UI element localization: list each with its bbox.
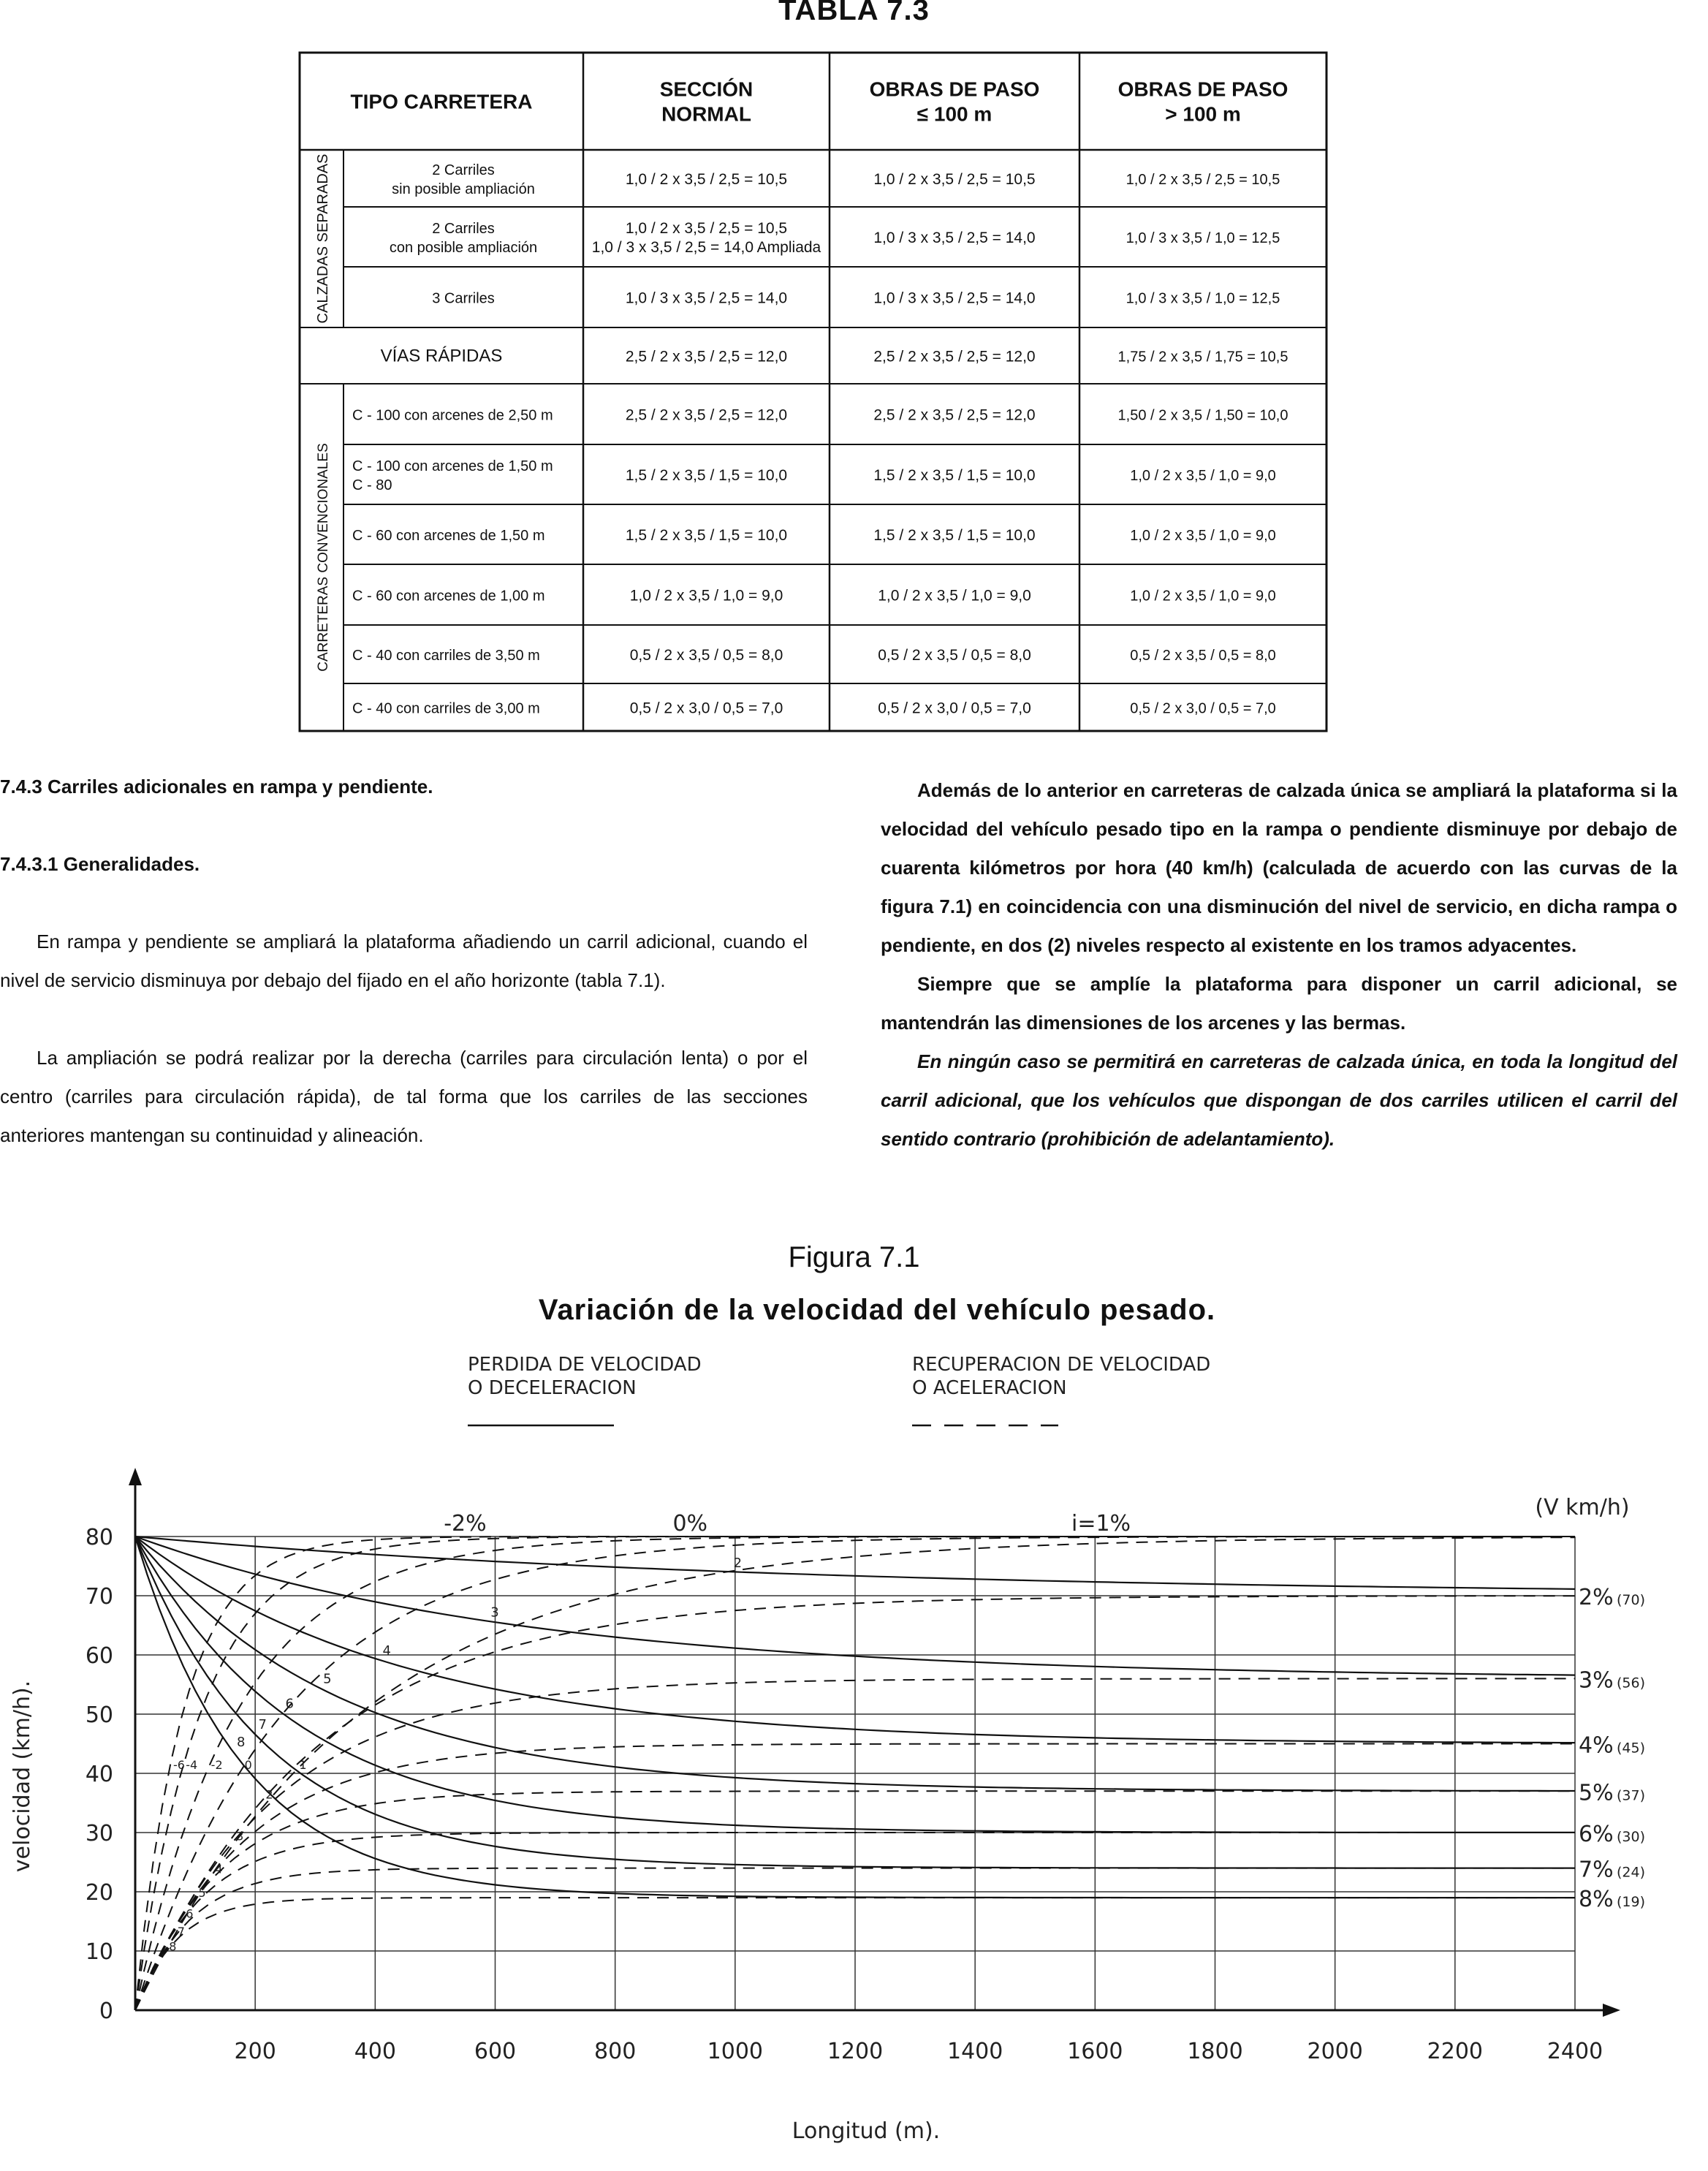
paragraph-5: En ningún caso se permitirá en carreteras de calzada única, en toda la longitud del carril adicional, que los vehículos que dispongan de dos carriles utilicen el carril del sentido contrario (prohibición de adelantamiento). <box>881 1050 1677 1150</box>
cell-seccion-normal: 1,0 / 2 x 3,5 / 2,5 = 10,5 <box>625 220 788 237</box>
row-type-label: C - 60 con arcenes de 1,00 m <box>352 588 545 605</box>
paragraph-2: La ampliación se podrá realizar por la derecha (carriles para circulación lenta) o por el centro (carriles para circulación rápida), de tal forma que los carriles de las secciones anteriores mantengan su continuidad y alineación. <box>0 1047 808 1146</box>
speed-right-label: (37) <box>1617 1787 1646 1804</box>
acceleration-curve-label: 5 <box>198 1886 206 1901</box>
table-frame <box>300 53 1326 731</box>
acceleration-curve-label: 2 <box>265 1787 273 1802</box>
deceleration-curve-label: 6 <box>285 1696 294 1712</box>
deceleration-curve-label: 5 <box>323 1671 332 1687</box>
x-tick-label: 600 <box>474 2039 517 2064</box>
section-heading: 7.4.3 Carriles adicionales en rampa y pendiente. <box>0 776 433 797</box>
acceleration-curve-label: -2 <box>210 1757 223 1772</box>
row-type-label: C - 80 <box>352 477 392 493</box>
cell-obras-gt100: 1,0 / 2 x 3,5 / 2,5 = 10,5 <box>1126 172 1280 188</box>
speed-right-label: (70) <box>1617 1592 1646 1608</box>
deceleration-curve-label: 7 <box>258 1717 267 1733</box>
cell-obras-gt100: 1,0 / 2 x 3,5 / 1,0 = 9,0 <box>1130 588 1276 605</box>
cell-obras-le100: 2,5 / 2 x 3,5 / 2,5 = 12,0 <box>873 406 1036 424</box>
acceleration-curve-label: 8 <box>169 1939 177 1954</box>
cell-obras-le100: 1,0 / 3 x 3,5 / 2,5 = 14,0 <box>873 230 1036 246</box>
row-type-label: sin posible ampliación <box>392 181 535 197</box>
x-tick-label: 2400 <box>1546 2039 1603 2064</box>
y-tick-label: 20 <box>85 1880 113 1906</box>
cell-seccion-normal: 1,0 / 2 x 3,5 / 2,5 = 10,5 <box>625 171 788 188</box>
acceleration-curve-label: -6 <box>172 1757 185 1772</box>
cell-obras-le100: 1,5 / 2 x 3,5 / 1,5 = 10,0 <box>873 527 1036 544</box>
y-tick-label: 10 <box>85 1939 113 1965</box>
row-type-label: C - 100 con arcenes de 1,50 m <box>352 458 553 474</box>
paragraph-1: En rampa y pendiente se ampliará la plataforma añadiendo un carril adicional, cuando el nivel de servicio disminuya por debajo del fijado en el año horizonte (tabla 7.1). <box>0 931 808 991</box>
cell-obras-gt100: 0,5 / 2 x 3,5 / 0,5 = 8,0 <box>1130 648 1276 664</box>
table-header-cell: SECCIÓN <box>659 77 754 101</box>
row-type-label: 3 Carriles <box>432 290 495 307</box>
table-title: TABLA 7.3 <box>778 0 930 26</box>
table-header-cell: TIPO CARRETERA <box>350 90 533 113</box>
y-axis-label: velocidad (km/h). <box>10 1680 35 1873</box>
acceleration-curve-label: 4 <box>215 1862 223 1876</box>
table-header-cell: > 100 m <box>1165 102 1241 126</box>
speed-right-label: (56) <box>1617 1675 1646 1691</box>
grade-right-label: 7% <box>1579 1857 1614 1883</box>
cell-obras-le100: 0,5 / 2 x 3,0 / 0,5 = 7,0 <box>878 700 1031 717</box>
cell-obras-le100: 0,5 / 2 x 3,5 / 0,5 = 8,0 <box>878 647 1031 664</box>
paragraph-3: Además de lo anterior en carreteras de calzada única se ampliará la plataforma si la velocidad del vehículo pesado tipo en la rampa o pendiente disminuye por debajo de cuarenta kilómetros por hora (40 km/h) (calculada de acuerdo con las curvas de la figura 7.1) en coincidencia con una disminución del nivel de servicio, en dicha rampa o pendiente, en dos (2) niveles respecto al existente en los tramos adyacentes. <box>881 779 1677 956</box>
speed-right-label: (19) <box>1617 1894 1646 1911</box>
y-tick-label: 60 <box>85 1643 113 1669</box>
y-tick-label: 0 <box>99 1998 113 2024</box>
cell-seccion-normal: 1,0 / 3 x 3,5 / 2,5 = 14,0 <box>625 289 788 307</box>
grade-right-label: 3% <box>1579 1667 1614 1694</box>
x-tick-label: 1000 <box>707 2039 764 2064</box>
grade-top-label: 0% <box>672 1511 708 1537</box>
cell-obras-le100: 1,0 / 2 x 3,5 / 1,0 = 9,0 <box>878 587 1031 605</box>
row-type-label: C - 60 con arcenes de 1,50 m <box>352 528 545 544</box>
acceleration-curve-label: -4 <box>186 1757 198 1772</box>
table-header-cell: NORMAL <box>661 102 751 126</box>
cell-obras-gt100: 1,0 / 3 x 3,5 / 1,0 = 12,5 <box>1126 290 1280 307</box>
row-type-label: C - 100 con arcenes de 2,50 m <box>352 407 553 424</box>
grade-right-label: 8% <box>1579 1887 1614 1913</box>
cell-seccion-normal: 2,5 / 2 x 3,5 / 2,5 = 12,0 <box>625 406 788 424</box>
group-label: CALZADAS SEPARADAS <box>315 154 331 324</box>
grade-right-label: 6% <box>1579 1822 1614 1847</box>
figure-subtitle: Variación de la velocidad del vehículo pesado. <box>538 1294 1216 1326</box>
row-type-label: 2 Carriles <box>432 162 495 178</box>
x-tick-label: 1400 <box>946 2039 1003 2064</box>
cell-seccion-normal: 1,5 / 2 x 3,5 / 1,5 = 10,0 <box>625 467 788 484</box>
grade-right-label: 5% <box>1579 1780 1614 1806</box>
cell-obras-gt100: 1,0 / 2 x 3,5 / 1,0 = 9,0 <box>1130 528 1276 544</box>
table-header-cell: ≤ 100 m <box>916 102 992 126</box>
acceleration-curve-label: 1 <box>299 1757 307 1772</box>
speed-right-label: (24) <box>1617 1864 1646 1881</box>
y-axis-arrow <box>129 1468 142 1485</box>
acceleration-curve-label: 6 <box>186 1906 194 1921</box>
y-tick-label: 40 <box>85 1762 113 1787</box>
legend-text: O ACELERACION <box>912 1377 1067 1399</box>
cell-obras-gt100: 1,0 / 3 x 3,5 / 1,0 = 12,5 <box>1126 230 1280 246</box>
cell-seccion-normal: 0,5 / 2 x 3,0 / 0,5 = 7,0 <box>629 700 783 717</box>
y-tick-label: 30 <box>85 1821 113 1846</box>
table-7-3 <box>0 0 1708 746</box>
x-tick-label: 2200 <box>1427 2039 1484 2064</box>
row-type-label: C - 40 con carriles de 3,00 m <box>352 700 540 717</box>
y-tick-label: 50 <box>85 1702 113 1728</box>
x-tick-label: 200 <box>234 2039 276 2064</box>
x-tick-label: 1200 <box>827 2039 884 2064</box>
cell-seccion-normal: 1,0 / 3 x 3,5 / 2,5 = 14,0 Ampliada <box>591 239 821 256</box>
y-tick-label: 80 <box>85 1525 113 1550</box>
cell-obras-gt100: 1,0 / 2 x 3,5 / 1,0 = 9,0 <box>1130 468 1276 484</box>
cell-seccion-normal: 1,0 / 2 x 3,5 / 1,0 = 9,0 <box>629 587 783 605</box>
deceleration-curve-label: 3 <box>490 1604 499 1621</box>
y-tick-label: 70 <box>85 1584 113 1610</box>
paragraph-4: Siempre que se amplíe la plataforma para disponer un carril adicional, se mantendrán las dimensiones de los arcenes y las bermas. <box>881 973 1677 1034</box>
cell-obras-gt100: 1,50 / 2 x 3,5 / 1,50 = 10,0 <box>1117 407 1288 424</box>
right-axis-title: (V km/h) <box>1535 1495 1630 1520</box>
velocity-chart <box>0 1345 1708 2171</box>
cell-seccion-normal: 2,5 / 2 x 3,5 / 2,5 = 12,0 <box>625 348 788 365</box>
acceleration-curve-label: 0 <box>244 1757 252 1772</box>
cell-obras-le100: 1,0 / 3 x 3,5 / 2,5 = 14,0 <box>873 289 1036 307</box>
deceleration-curve-label: 4 <box>382 1643 391 1659</box>
x-axis-label: Longitud (m). <box>792 2118 941 2144</box>
acceleration-curve-label: 3 <box>236 1829 244 1844</box>
acceleration-curve-label: 7 <box>177 1925 185 1939</box>
legend-text: PERDIDA DE VELOCIDAD <box>468 1354 702 1376</box>
x-tick-label: 1600 <box>1067 2039 1123 2064</box>
grade-right-label: 2% <box>1579 1585 1614 1610</box>
x-axis-arrow <box>1603 2004 1620 2017</box>
row-type-label: VÍAS RÁPIDAS <box>380 346 503 366</box>
grade-top-label: i=1% <box>1071 1511 1131 1537</box>
figure-title: Figura 7.1 <box>788 1241 920 1273</box>
cell-obras-le100: 2,5 / 2 x 3,5 / 2,5 = 12,0 <box>873 348 1036 365</box>
legend-text: O DECELERACION <box>468 1377 637 1399</box>
x-tick-label: 400 <box>354 2039 396 2064</box>
grade-top-label: -2% <box>444 1511 487 1537</box>
speed-right-label: (45) <box>1617 1740 1646 1757</box>
right-text-column <box>881 771 1677 1159</box>
cell-seccion-normal: 1,5 / 2 x 3,5 / 1,5 = 10,0 <box>625 527 788 544</box>
cell-obras-le100: 1,0 / 2 x 3,5 / 2,5 = 10,5 <box>873 171 1036 188</box>
deceleration-curve-label: 8 <box>236 1735 246 1751</box>
deceleration-curve-label: 2 <box>733 1556 743 1572</box>
table-header-cell: OBRAS DE PASO <box>869 77 1040 101</box>
left-text-column <box>0 768 808 1155</box>
cell-obras-gt100: 0,5 / 2 x 3,0 / 0,5 = 7,0 <box>1130 700 1276 717</box>
x-tick-label: 1800 <box>1187 2039 1243 2064</box>
speed-right-label: (30) <box>1617 1829 1646 1845</box>
cell-obras-le100: 1,5 / 2 x 3,5 / 1,5 = 10,0 <box>873 467 1036 484</box>
grade-right-label: 4% <box>1579 1732 1614 1759</box>
cell-seccion-normal: 0,5 / 2 x 3,5 / 0,5 = 8,0 <box>629 647 783 664</box>
cell-obras-gt100: 1,75 / 2 x 3,5 / 1,75 = 10,5 <box>1117 349 1288 365</box>
x-tick-label: 2000 <box>1307 2039 1363 2064</box>
group-label: CARRETERAS CONVENCIONALES <box>316 443 331 672</box>
subsection-heading: 7.4.3.1 Generalidades. <box>0 853 200 875</box>
row-type-label: 2 Carriles <box>432 221 495 237</box>
row-type-label: con posible ampliación <box>389 240 538 256</box>
table-header-cell: OBRAS DE PASO <box>1117 77 1288 101</box>
x-tick-label: 800 <box>594 2039 637 2064</box>
row-type-label: C - 40 con carriles de 3,50 m <box>352 648 540 664</box>
legend-text: RECUPERACION DE VELOCIDAD <box>912 1354 1211 1376</box>
